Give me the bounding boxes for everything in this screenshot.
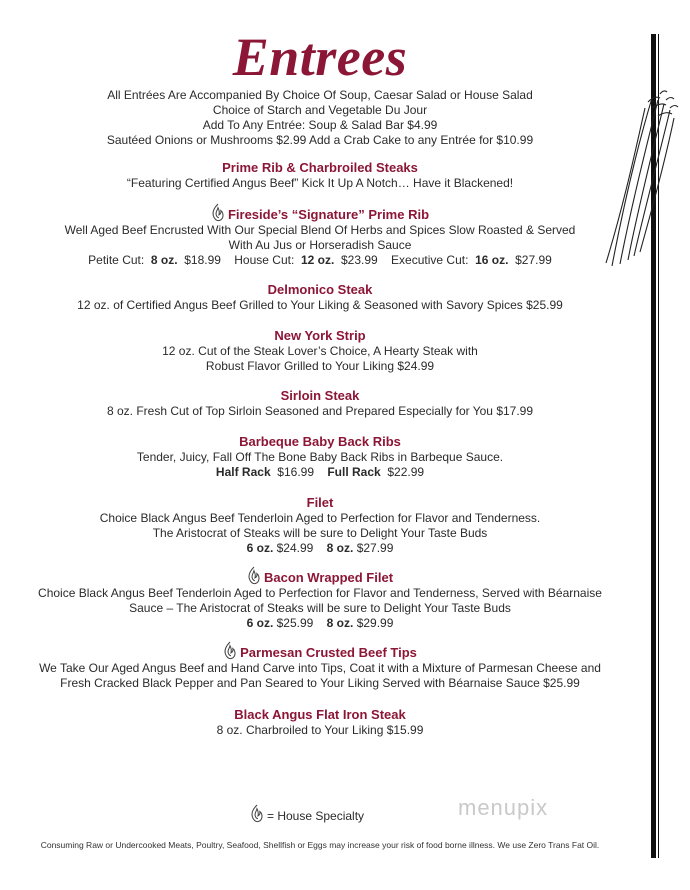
menu-item-new-york-strip [20,328,620,374]
cut-label: House Cut: [234,253,295,267]
intro-block [20,88,620,148]
item-name: Filet [306,495,334,510]
item-name: Delmonico Steak [267,282,373,297]
item-description: 8 oz. Fresh Cut of Top Sirloin Seasoned and Prepared Especially for You $17.99 [106,404,534,418]
cut-size: 16 oz. [475,253,509,267]
item-name: Sirloin Steak [280,388,360,403]
cut-label: Petite Cut: [88,253,145,267]
item-name: Parmesan Crusted Beef Tips [240,645,417,660]
item-prices [20,616,620,631]
prime-rib-section [20,160,620,191]
item-description: Tender, Juicy, Fall Off The Bone Baby Back Ribs in Barbeque Sauce. [136,450,504,464]
item-name: Bacon Wrapped Filet [263,570,394,585]
page-title: Entrees [232,27,408,87]
item-prices [20,541,620,556]
item-description: Fresh Cracked Black Pepper and Pan Seared to Your Liking Served with Béarnaise Sauce $25.99 [60,676,580,690]
flame-icon [223,641,237,660]
cut-price: $27.99 [515,253,552,267]
menu-item-sirloin [20,388,620,419]
item-description: The Aristocrat of Steaks will be sure to Delight Your Taste Buds [152,526,488,540]
house-specialty-legend [250,804,364,823]
item-prices [20,253,620,268]
menu-item-parmesan-beef-tips [20,641,620,691]
flame-icon [211,203,225,222]
price: $24.99 [276,541,314,555]
section-tagline: “Featuring Certified Angus Beef” Kick It Up A Notch… Have it Blackened! [126,176,514,190]
price: $29.99 [356,616,394,630]
flame-icon [247,566,261,585]
price: $22.99 [387,465,425,479]
cut-price: $23.99 [341,253,378,267]
intro-line: All Entrées Are Accompanied By Choice Of Soup, Caesar Salad or House Salad [107,88,533,102]
item-description: Sauce – The Aristocrat of Steaks will be sure to Delight Your Taste Buds [129,601,511,615]
item-name: Fireside’s “Signature” Prime Rib [227,207,430,222]
item-description: 8 oz. Charbroiled to Your Liking $15.99 [216,723,424,737]
item-description: Well Aged Beef Encrusted With Our Special Blend Of Herbs and Spices Slow Roasted & Served [64,223,576,237]
item-name: New York Strip [274,328,366,343]
item-description: Robust Flavor Grilled to Your Liking $24.99 [205,359,435,373]
intro-line: Sautéed Onions or Mushrooms $2.99 Add a Crab Cake to any Entrée for $10.99 [106,133,534,147]
menu-item-ribs [20,434,620,480]
item-description: We Take Our Aged Angus Beef and Hand Carve into Tips, Coat it with a Mixture of Parmesan Cheese and [39,661,601,675]
footer-disclaimer: Consuming Raw or Undercooked Meats, Poultry, Seafood, Shellfish or Eggs may increase your risk of food borne illness. We use Zero Trans Fat Oil. [40,840,600,850]
intro-line: Choice of Starch and Vegetable Du Jour [212,103,428,117]
size-label: Full Rack [327,465,381,479]
menu-item-bacon-wrapped-filet [20,566,620,631]
menu-item-delmonico [20,282,620,313]
size-label: 6 oz. [246,616,274,630]
price: $16.99 [277,465,314,479]
size-label: 6 oz. [246,541,274,555]
wheat-decoration-icon [600,88,680,268]
item-name: Barbeque Baby Back Ribs [239,434,401,449]
cut-label: Executive Cut: [391,253,469,267]
cut-size: 8 oz. [150,253,178,267]
menu-item-signature-prime-rib [20,203,620,268]
section-title: Prime Rib & Charbroiled Steaks [222,160,418,175]
menu-item-flat-iron [20,707,620,738]
item-description: Choice Black Angus Beef Tenderloin Aged to Perfection for Flavor and Tenderness, Served with Béarnaise [38,586,602,600]
item-name: Black Angus Flat Iron Steak [234,707,406,722]
legend-text: = House Specialty [267,809,365,823]
cut-size: 12 oz. [300,253,335,267]
item-description: Choice Black Angus Beef Tenderloin Aged to Perfection for Flavor and Tenderness. [99,511,541,525]
item-description: 12 oz. of Certified Angus Beef Grilled to Your Liking & Seasoned with Savory Spices $25.99 [77,298,563,312]
item-description: 12 oz. Cut of the Steak Lover’s Choice, A Hearty Steak with [162,344,478,358]
watermark: menupix [458,795,549,820]
size-label: Half Rack [215,465,271,479]
item-description: With Au Jus or Horseradish Sauce [228,238,412,252]
size-label: 8 oz. [326,616,354,630]
intro-line: Add To Any Entrée: Soup & Salad Bar $4.99 [202,118,438,132]
price: $27.99 [356,541,394,555]
cut-price: $18.99 [184,253,221,267]
flame-icon [250,804,264,823]
price: $25.99 [276,616,314,630]
item-prices [20,465,620,480]
size-label: 8 oz. [326,541,354,555]
menu-item-filet [20,495,620,556]
